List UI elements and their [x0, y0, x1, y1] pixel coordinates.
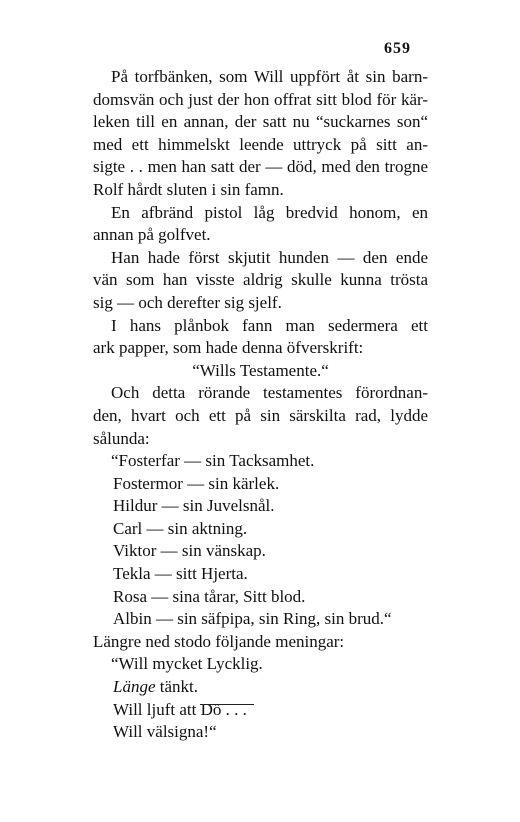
text-line: På torfbänken, som Will uppfört åt sin barn-	[111, 67, 428, 86]
text-line: Han hade först skjutit hunden — den ende	[111, 247, 428, 267]
text-line: I hans plånbok fann man sedermera ett	[111, 315, 428, 335]
testament-line: Tekla — sitt Hjerta.	[113, 564, 248, 584]
testament-title: “Wills Testamente.“	[192, 360, 329, 380]
testament-line: Hildur — sin Juvelsnål.	[113, 496, 275, 516]
testament-line: Carl — sin aktning.	[113, 518, 248, 538]
text-line: sig — och derefter sig sjelf.	[93, 292, 282, 312]
text-line: vän som han visste aldrig skulle kunna trösta	[93, 270, 428, 290]
closing-line: “Will mycket Lycklig.	[111, 654, 263, 674]
text-line: En afbränd pistol låg bredvid honom, en	[111, 202, 428, 222]
closing-line	[93, 676, 428, 699]
end-rule-divider	[200, 704, 254, 705]
text-line: Rolf hårdt sluten i sin famn.	[93, 179, 284, 199]
body-text	[93, 66, 428, 744]
testament-line: Albin — sin säfpipa, sin Ring, sin brud.“	[113, 609, 392, 629]
text-line: Längre ned stodo följande meningar:	[93, 631, 345, 651]
text-line: leken till en annan, der satt nu “suckarnes son“	[93, 112, 428, 132]
closing-line: Will välsigna!“	[113, 722, 217, 742]
page-number: 659	[384, 40, 411, 57]
text-line: domsvän och just der hon offrat sitt blod för kär-	[93, 89, 428, 109]
italic-word: Länge	[113, 677, 156, 697]
text-line: sålunda:	[93, 428, 150, 448]
text-line: annan på golfvet.	[93, 225, 211, 245]
closing-word: tänkt.	[159, 677, 198, 697]
testament-line: Viktor — sin vänskap.	[113, 541, 266, 561]
text-line: Och detta rörande testamentes förordnan-	[111, 383, 428, 403]
text-line: med ett himmelskt leende uttryck på sitt an-	[93, 134, 428, 154]
testament-line: Fostermor — sin kärlek.	[113, 473, 280, 493]
text-line: den, hvart och ett på sin särskilta rad, lydde	[93, 405, 428, 425]
text-line: sigte . . men han satt der — död, med den trogne	[93, 157, 428, 177]
closing-line: Will ljuft att Dö . . .	[113, 699, 247, 719]
text-line: ark papper, som hade denna öfverskrift:	[93, 338, 364, 358]
testament-line: “Fosterfar — sin Tacksamhet.	[111, 451, 315, 471]
testament-line: Rosa — sina tårar, Sitt blod.	[113, 586, 306, 606]
